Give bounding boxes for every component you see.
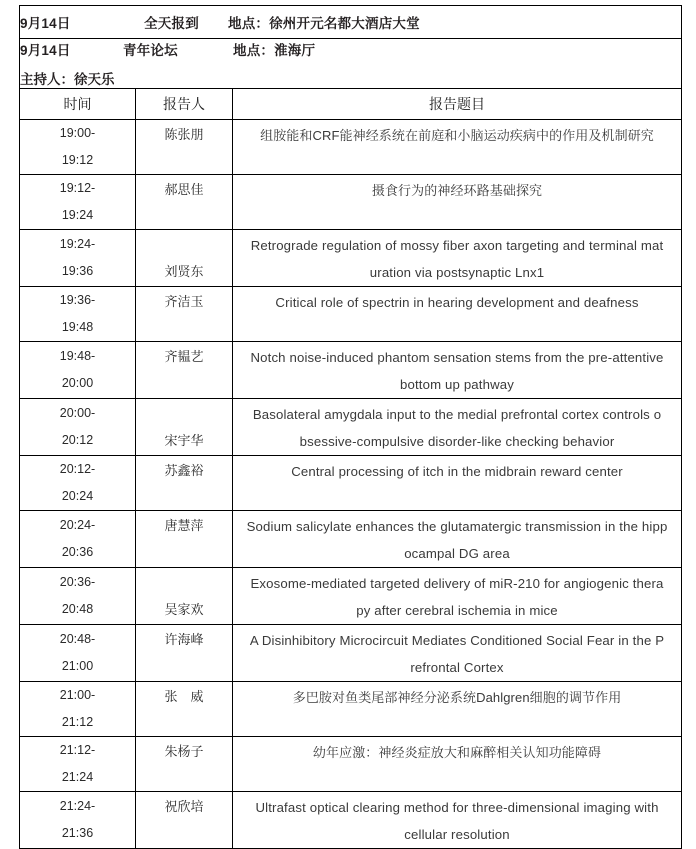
speaker-name: 祝欣培 [164, 799, 204, 814]
cell-time [20, 230, 136, 287]
schedule-table-body [20, 6, 682, 849]
time-range [20, 682, 135, 736]
speaker-name: 刘贤东 [164, 264, 204, 279]
conference-schedule-table [19, 5, 682, 849]
cell-speaker [136, 342, 233, 399]
time-end: 20:00 [61, 376, 94, 390]
time-start: 19:00- [59, 126, 96, 140]
speaker-name: 郝思佳 [164, 182, 204, 197]
cell-time [20, 625, 136, 682]
speaker-name: 陈张朋 [164, 127, 204, 142]
time-start: 21:24- [59, 799, 96, 813]
time-end: 19:48 [61, 320, 94, 334]
cell-time [20, 682, 136, 737]
speaker-name: 宋宇华 [164, 433, 204, 448]
time-range [20, 456, 135, 510]
table-row [20, 342, 682, 399]
time-start: 21:00- [59, 688, 96, 702]
column-header-time: 时间 [20, 89, 136, 120]
title-line: Ultrafast optical clearing method for three-dimensional imaging with [255, 800, 659, 815]
time-end: 20:24 [61, 489, 94, 503]
cell-speaker [136, 175, 233, 230]
banner-forum-cell [20, 39, 682, 89]
cell-title [233, 568, 682, 625]
title-line: Exosome-mediated targeted delivery of miR-210 for angiogenic thera [250, 576, 664, 591]
time-range [20, 568, 135, 624]
cell-speaker [136, 456, 233, 511]
time-start: 20:00- [59, 406, 96, 420]
time-range [20, 175, 135, 229]
title-line: Notch noise-induced phantom sensation stems from the pre-attentive [250, 350, 664, 365]
banner-forum-kind: 青年论坛 [123, 43, 178, 58]
speaker-name: 许海峰 [164, 632, 204, 647]
cell-title [233, 175, 682, 230]
table-row [20, 287, 682, 342]
cell-time [20, 287, 136, 342]
presentation-title [233, 568, 681, 624]
banner-registration-place: 地点：徐州开元名都大酒店大堂 [228, 16, 420, 31]
time-range [20, 399, 135, 455]
banner-row-forum [20, 39, 682, 89]
title-line: uration via postsynaptic Lnx1 [369, 265, 545, 280]
banner-registration-line [20, 12, 681, 32]
time-range [20, 342, 135, 398]
time-end: 21:12 [61, 715, 94, 729]
title-line: py after cerebral ischemia in mice [356, 603, 558, 618]
cell-speaker [136, 625, 233, 682]
time-start: 20:12- [59, 462, 96, 476]
cell-time [20, 120, 136, 175]
time-end: 21:36 [61, 826, 94, 840]
time-range [20, 737, 135, 791]
time-end: 21:00 [61, 659, 94, 673]
time-end: 21:24 [61, 770, 94, 784]
presentation-title [233, 287, 681, 341]
time-end: 19:24 [61, 208, 94, 222]
cell-title [233, 456, 682, 511]
presentation-title [233, 175, 681, 229]
column-header-title: 报告题目 [233, 89, 682, 120]
cell-title [233, 511, 682, 568]
time-end: 19:36 [61, 264, 94, 278]
banner-forum-date: 9月14日 [20, 43, 71, 58]
cell-speaker [136, 287, 233, 342]
cell-title [233, 682, 682, 737]
time-range [20, 230, 135, 286]
time-end: 20:12 [61, 433, 94, 447]
time-range [20, 511, 135, 567]
title-line: A Disinhibitory Microcircuit Mediates Conditioned Social Fear in the P [249, 633, 665, 648]
title-line: bsessive-compulsive disorder-like checking behavior [299, 434, 615, 449]
title-line: ocampal DG area [404, 546, 510, 561]
presentation-title [233, 399, 681, 455]
title-line: Retrograde regulation of mossy fiber axon targeting and terminal mat [250, 238, 664, 253]
cell-time [20, 342, 136, 399]
title-line: Central processing of itch in the midbrain reward center [291, 464, 623, 479]
cell-time [20, 456, 136, 511]
banner-registration-kind: 全天报到 [144, 16, 199, 31]
cell-time [20, 737, 136, 792]
speaker-name: 齐韫艺 [164, 349, 204, 364]
presentation-title [233, 737, 681, 791]
time-start: 20:48- [59, 632, 96, 646]
time-start: 21:12- [59, 743, 96, 757]
time-end: 20:36 [61, 545, 94, 559]
speaker-name: 朱杨子 [164, 744, 204, 759]
time-start: 20:24- [59, 518, 96, 532]
speaker-name: 唐慧萍 [164, 518, 204, 533]
banner-forum-line [20, 39, 681, 59]
title-line: bottom up pathway [400, 377, 514, 392]
cell-speaker [136, 682, 233, 737]
time-start: 20:36- [59, 575, 96, 589]
speaker-name: 苏鑫裕 [164, 463, 204, 478]
table-row [20, 737, 682, 792]
table-row [20, 120, 682, 175]
cell-title [233, 120, 682, 175]
column-header-speaker: 报告人 [136, 89, 233, 120]
table-row [20, 568, 682, 625]
cell-speaker [136, 399, 233, 456]
cell-time [20, 175, 136, 230]
table-row [20, 456, 682, 511]
presentation-title [233, 511, 681, 567]
table-row [20, 625, 682, 682]
time-start: 19:24- [59, 237, 96, 251]
title-line: 幼年应激：神经炎症放大和麻醉相关认知功能障碍 [312, 745, 602, 760]
cell-title [233, 342, 682, 399]
time-range [20, 625, 135, 681]
cell-speaker [136, 511, 233, 568]
table-row [20, 175, 682, 230]
time-end: 20:48 [61, 602, 94, 616]
banner-registration-cell [20, 6, 682, 39]
table-row [20, 230, 682, 287]
cell-time [20, 399, 136, 456]
cell-time [20, 511, 136, 568]
speaker-name: 吴家欢 [164, 602, 204, 617]
title-line: 摄食行为的神经环路基础探究 [371, 183, 543, 198]
banner-forum-host: 主持人：徐天乐 [20, 72, 115, 87]
title-line: 多巴胺对鱼类尾部神经分泌系统Dahlgren细胞的调节作用 [292, 690, 622, 705]
presentation-title [233, 625, 681, 681]
cell-speaker [136, 568, 233, 625]
speaker-name: 张 威 [164, 689, 204, 704]
cell-speaker [136, 230, 233, 287]
time-start: 19:36- [59, 293, 96, 307]
speaker-name: 齐洁玉 [164, 294, 204, 309]
cell-speaker [136, 737, 233, 792]
banner-row-registration [20, 6, 682, 39]
presentation-title [233, 682, 681, 736]
title-line: Basolateral amygdala input to the medial prefrontal cortex controls o [252, 407, 662, 422]
title-line: Critical role of spectrin in hearing development and deafness [275, 295, 639, 310]
title-line: cellular resolution [404, 827, 510, 842]
column-header-row [20, 89, 682, 120]
time-end: 19:12 [61, 153, 94, 167]
title-line: 组胺能和CRF能神经系统在前庭和小脑运动疾病中的作用及机制研究 [260, 128, 654, 143]
time-range [20, 120, 135, 174]
presentation-title [233, 456, 681, 510]
presentation-title [233, 342, 681, 398]
banner-registration-date: 9月14日 [20, 16, 71, 31]
cell-title [233, 287, 682, 342]
table-row [20, 399, 682, 456]
cell-speaker [136, 120, 233, 175]
title-line: Sodium salicylate enhances the glutamatergic transmission in the hipp [246, 519, 668, 534]
presentation-title [233, 230, 681, 286]
cell-title [233, 737, 682, 792]
cell-title [233, 230, 682, 287]
cell-time [20, 568, 136, 625]
banner-forum-place: 地点：淮海厅 [233, 43, 316, 58]
cell-title [233, 399, 682, 456]
title-line: refrontal Cortex [410, 660, 504, 675]
presentation-title [233, 120, 681, 174]
table-row [20, 511, 682, 568]
time-range [20, 287, 135, 341]
time-start: 19:48- [59, 349, 96, 363]
time-start: 19:12- [59, 181, 96, 195]
cell-title [233, 625, 682, 682]
table-row [20, 682, 682, 737]
